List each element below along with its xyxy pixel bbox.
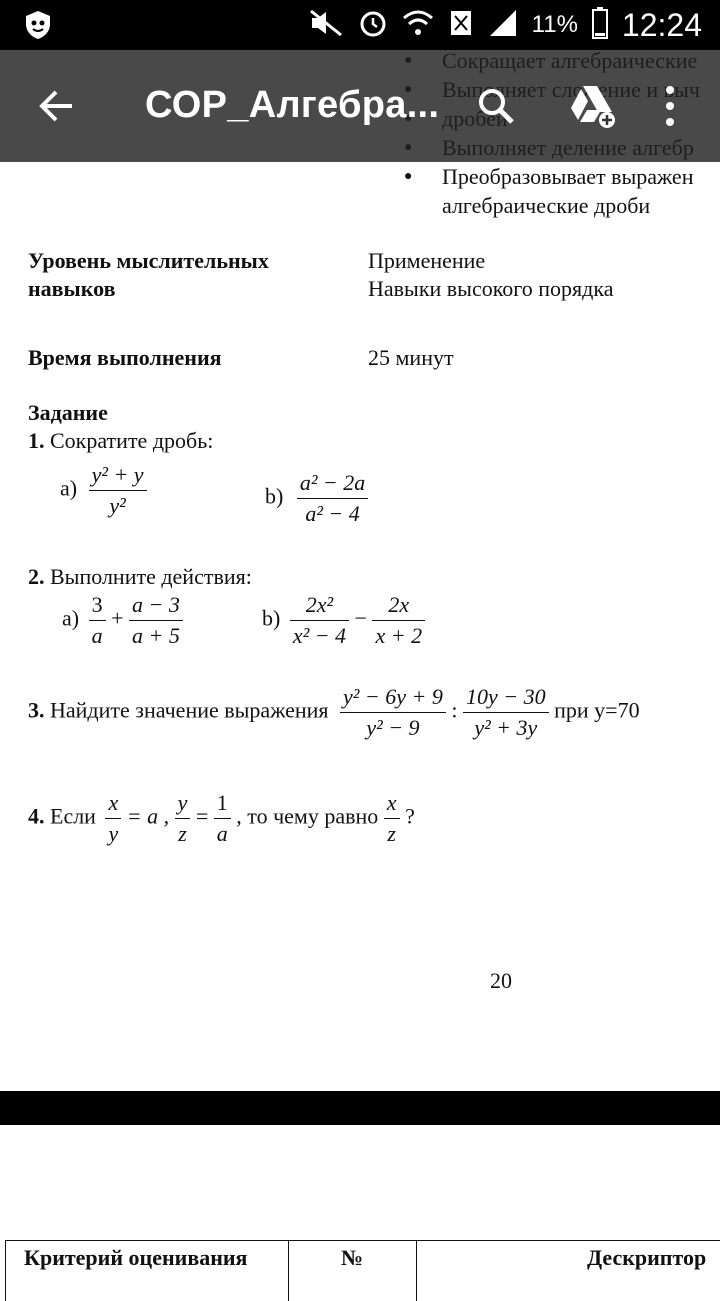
- fraction: $\frac{\text{y² + y}}{\text{y²}}$: [89, 462, 147, 519]
- document-title: СОР_Алгебра...: [145, 84, 440, 126]
- task-2a: a) $\frac{3}{a}$ + $\frac{a - 3}{a + 5}$: [62, 592, 183, 649]
- app-bar: [0, 50, 720, 162]
- table-header-number: №: [288, 1241, 416, 1301]
- wifi-icon: [402, 8, 434, 43]
- fraction: $\frac{\text{2x²}}{\text{x² − 4}}$: [290, 592, 349, 649]
- back-arrow-icon[interactable]: [36, 86, 76, 131]
- thinking-level-value-2: Навыки высокого порядка: [368, 276, 614, 301]
- fraction: $\frac{3}{a}$: [89, 592, 106, 649]
- more-options-icon[interactable]: [664, 84, 676, 133]
- task-heading: Задание: [28, 400, 108, 425]
- mute-icon: [308, 8, 344, 43]
- fraction: $\frac{y}{z}$: [175, 790, 191, 847]
- status-bar: [0, 0, 720, 50]
- table-header-criterion: Критерий оценивания: [5, 1241, 288, 1301]
- fraction: $\frac{\text{a² − 2a}}{\text{a² − 4}}$: [297, 470, 368, 527]
- sim-icon: [448, 8, 474, 43]
- search-icon[interactable]: [476, 86, 516, 131]
- thinking-level-label: Уровень мыслительных навыков: [28, 248, 269, 301]
- fraction: $\frac{a - 3}{a + 5}$: [129, 592, 183, 649]
- thinking-level-value-1: Применение: [368, 248, 486, 273]
- table-header-descriptor: Дескриптор: [416, 1241, 720, 1301]
- task-4: 4. Если $\frac{x}{y}$ = a , $\frac{y}{z}$ = $\frac{1}{a}$ , то чему равно $\frac{x}{z}$ ?: [28, 790, 415, 846]
- battery-icon: [592, 7, 608, 44]
- shield-icon: [22, 9, 54, 46]
- task-1b: b) $\frac{\text{a² − 2a}}{\text{a² − 4}}$: [265, 470, 368, 527]
- fraction: $\frac{\text{y² − 6y + 9}}{\text{y² − 9}}$: [340, 684, 446, 741]
- add-to-drive-icon[interactable]: [568, 84, 616, 133]
- time-label: Время выполнения: [28, 345, 222, 370]
- task-2b: b) $\frac{\text{2x²}}{\text{x² − 4}}$ − $\frac{2x}{x + 2}$: [262, 592, 425, 649]
- alarm-icon: [358, 8, 388, 43]
- bullet-item: ● Преобразовывает выражен алгебраические дроби: [402, 162, 720, 220]
- task-1-prompt: 1. Сократите дробь:: [28, 428, 214, 453]
- page-separator: [0, 1091, 720, 1125]
- fraction: $\frac{x}{z}$: [384, 790, 400, 847]
- clock: 12:24: [621, 6, 702, 43]
- task-2-prompt: 2. Выполните действия:: [28, 564, 252, 589]
- assessment-table-header: [5, 1240, 720, 1301]
- signal-icon: [488, 8, 518, 43]
- fraction: $\frac{10y - 30}{\text{y² + 3y}}$: [463, 684, 549, 741]
- task-3: 3. Найдите значение выражения $\frac{\text{y² − 6y + 9}}{\text{y² − 9}}$ : $\frac{10y - 30}{\text{y² + 3y}}$ при y=70: [28, 684, 640, 740]
- fraction: $\frac{2x}{x + 2}$: [372, 592, 425, 649]
- time-value: 25 минут: [368, 345, 454, 370]
- battery-percent: 11%: [531, 11, 578, 38]
- fraction: $\frac{1}{a}$: [214, 790, 231, 847]
- page-number: 20: [490, 968, 512, 993]
- fraction: $\frac{x}{y}$: [105, 790, 121, 847]
- task-1a: a) $\frac{\text{y² + y}}{\text{y²}}$: [60, 462, 147, 519]
